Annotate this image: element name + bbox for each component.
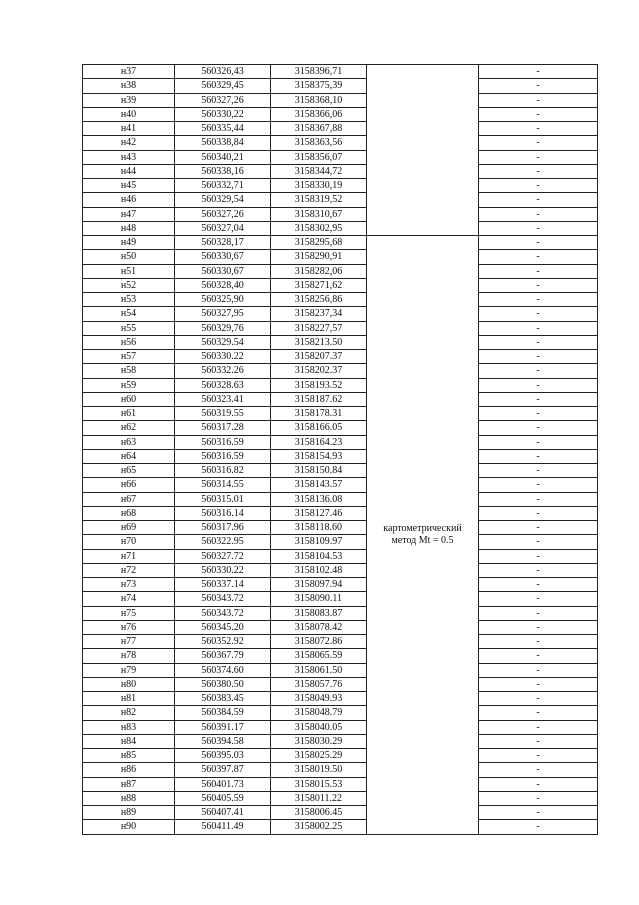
y-coordinate-cell: 3158015.53 bbox=[271, 777, 367, 791]
description-cell: - bbox=[479, 777, 598, 791]
table-row bbox=[83, 777, 598, 791]
table-row bbox=[83, 164, 598, 178]
y-coordinate-cell: 3158040.05 bbox=[271, 720, 367, 734]
x-coordinate-cell: 560352.92 bbox=[175, 635, 271, 649]
table-row bbox=[83, 449, 598, 463]
table-row bbox=[83, 763, 598, 777]
point-name-cell: н77 bbox=[83, 635, 175, 649]
x-coordinate-cell: 560327,26 bbox=[175, 93, 271, 107]
description-cell: - bbox=[479, 221, 598, 235]
description-cell: - bbox=[479, 107, 598, 121]
x-coordinate-cell: 560380.50 bbox=[175, 677, 271, 691]
x-coordinate-cell: 560330.22 bbox=[175, 350, 271, 364]
point-name-cell: н52 bbox=[83, 278, 175, 292]
description-cell: - bbox=[479, 620, 598, 634]
x-coordinate-cell: 560316.59 bbox=[175, 435, 271, 449]
y-coordinate-cell: 3158178.31 bbox=[271, 407, 367, 421]
table-row bbox=[83, 392, 598, 406]
table-row bbox=[83, 264, 598, 278]
y-coordinate-cell: 3158006.45 bbox=[271, 806, 367, 820]
y-coordinate-cell: 3158090.11 bbox=[271, 592, 367, 606]
point-name-cell: н78 bbox=[83, 649, 175, 663]
description-cell: - bbox=[479, 65, 598, 79]
y-coordinate-cell: 3158164.23 bbox=[271, 435, 367, 449]
x-coordinate-cell: 560329,76 bbox=[175, 321, 271, 335]
point-name-cell: н88 bbox=[83, 791, 175, 805]
point-name-cell: н59 bbox=[83, 378, 175, 392]
table-row bbox=[83, 136, 598, 150]
table-row bbox=[83, 65, 598, 79]
x-coordinate-cell: 560330.22 bbox=[175, 563, 271, 577]
description-cell: - bbox=[479, 521, 598, 535]
description-cell: - bbox=[479, 492, 598, 506]
point-name-cell: н60 bbox=[83, 392, 175, 406]
x-coordinate-cell: 560332.26 bbox=[175, 364, 271, 378]
description-cell: - bbox=[479, 506, 598, 520]
description-cell: - bbox=[479, 749, 598, 763]
x-coordinate-cell: 560330,67 bbox=[175, 250, 271, 264]
y-coordinate-cell: 3158207.37 bbox=[271, 350, 367, 364]
table-row bbox=[83, 535, 598, 549]
description-cell: - bbox=[479, 820, 598, 834]
point-name-cell: н82 bbox=[83, 706, 175, 720]
y-coordinate-cell: 3158344,72 bbox=[271, 164, 367, 178]
table-row bbox=[83, 122, 598, 136]
coordinates-table bbox=[82, 64, 598, 835]
description-cell: - bbox=[479, 378, 598, 392]
x-coordinate-cell: 560343.72 bbox=[175, 592, 271, 606]
point-name-cell: н68 bbox=[83, 506, 175, 520]
x-coordinate-cell: 560319.55 bbox=[175, 407, 271, 421]
point-name-cell: н55 bbox=[83, 321, 175, 335]
table-row bbox=[83, 435, 598, 449]
x-coordinate-cell: 560338,84 bbox=[175, 136, 271, 150]
description-cell: - bbox=[479, 791, 598, 805]
y-coordinate-cell: 3158271,62 bbox=[271, 278, 367, 292]
description-cell: - bbox=[479, 592, 598, 606]
point-name-cell: н66 bbox=[83, 478, 175, 492]
description-cell: - bbox=[479, 578, 598, 592]
point-name-cell: н45 bbox=[83, 179, 175, 193]
x-coordinate-cell: 560326,43 bbox=[175, 65, 271, 79]
y-coordinate-cell: 3158011.22 bbox=[271, 791, 367, 805]
point-name-cell: н57 bbox=[83, 350, 175, 364]
x-coordinate-cell: 560374.60 bbox=[175, 663, 271, 677]
x-coordinate-cell: 560322.95 bbox=[175, 535, 271, 549]
point-name-cell: н90 bbox=[83, 820, 175, 834]
description-cell: - bbox=[479, 335, 598, 349]
table-row bbox=[83, 350, 598, 364]
description-cell: - bbox=[479, 763, 598, 777]
table-row bbox=[83, 307, 598, 321]
description-cell: - bbox=[479, 706, 598, 720]
point-name-cell: н74 bbox=[83, 592, 175, 606]
point-name-cell: н41 bbox=[83, 122, 175, 136]
point-name-cell: н38 bbox=[83, 79, 175, 93]
table-row bbox=[83, 421, 598, 435]
x-coordinate-cell: 560329,45 bbox=[175, 79, 271, 93]
point-name-cell: н72 bbox=[83, 563, 175, 577]
description-cell: - bbox=[479, 122, 598, 136]
y-coordinate-cell: 3158366,06 bbox=[271, 107, 367, 121]
y-coordinate-cell: 3158048.79 bbox=[271, 706, 367, 720]
description-cell: - bbox=[479, 478, 598, 492]
table-row bbox=[83, 663, 598, 677]
x-coordinate-cell: 560327,04 bbox=[175, 221, 271, 235]
table-row bbox=[83, 592, 598, 606]
description-cell: - bbox=[479, 464, 598, 478]
x-coordinate-cell: 560391.17 bbox=[175, 720, 271, 734]
description-cell: - bbox=[479, 79, 598, 93]
point-name-cell: н64 bbox=[83, 449, 175, 463]
description-cell: - bbox=[479, 663, 598, 677]
description-cell: - bbox=[479, 321, 598, 335]
y-coordinate-cell: 3158237,34 bbox=[271, 307, 367, 321]
y-coordinate-cell: 3158187.62 bbox=[271, 392, 367, 406]
x-coordinate-cell: 560327,26 bbox=[175, 207, 271, 221]
table-row bbox=[83, 606, 598, 620]
description-cell: - bbox=[479, 677, 598, 691]
point-name-cell: н42 bbox=[83, 136, 175, 150]
y-coordinate-cell: 3158030.29 bbox=[271, 734, 367, 748]
x-coordinate-cell: 560315.01 bbox=[175, 492, 271, 506]
point-name-cell: н67 bbox=[83, 492, 175, 506]
x-coordinate-cell: 560367.79 bbox=[175, 649, 271, 663]
x-coordinate-cell: 560340,21 bbox=[175, 150, 271, 164]
table-row bbox=[83, 107, 598, 121]
x-coordinate-cell: 560327.72 bbox=[175, 549, 271, 563]
table-row bbox=[83, 335, 598, 349]
y-coordinate-cell: 3158154.93 bbox=[271, 449, 367, 463]
description-cell: - bbox=[479, 806, 598, 820]
table-row bbox=[83, 293, 598, 307]
y-coordinate-cell: 3158310,67 bbox=[271, 207, 367, 221]
point-name-cell: н83 bbox=[83, 720, 175, 734]
description-cell: - bbox=[479, 635, 598, 649]
x-coordinate-cell: 560338,16 bbox=[175, 164, 271, 178]
point-name-cell: н69 bbox=[83, 521, 175, 535]
y-coordinate-cell: 3158356,07 bbox=[271, 150, 367, 164]
table-row bbox=[83, 407, 598, 421]
table-row bbox=[83, 150, 598, 164]
description-cell: - bbox=[479, 93, 598, 107]
description-cell: - bbox=[479, 407, 598, 421]
description-cell: - bbox=[479, 606, 598, 620]
table-row bbox=[83, 193, 598, 207]
x-coordinate-cell: 560401.73 bbox=[175, 777, 271, 791]
y-coordinate-cell: 3158065.59 bbox=[271, 649, 367, 663]
table-row bbox=[83, 93, 598, 107]
x-coordinate-cell: 560328,17 bbox=[175, 236, 271, 250]
point-name-cell: н89 bbox=[83, 806, 175, 820]
point-name-cell: н87 bbox=[83, 777, 175, 791]
table-row bbox=[83, 321, 598, 335]
description-cell: - bbox=[479, 449, 598, 463]
x-coordinate-cell: 560411.49 bbox=[175, 820, 271, 834]
x-coordinate-cell: 560330,67 bbox=[175, 264, 271, 278]
table-row bbox=[83, 378, 598, 392]
table-row bbox=[83, 506, 598, 520]
table-row bbox=[83, 563, 598, 577]
x-coordinate-cell: 560405.59 bbox=[175, 791, 271, 805]
table-row bbox=[83, 478, 598, 492]
y-coordinate-cell: 3158102.48 bbox=[271, 563, 367, 577]
description-cell: - bbox=[479, 278, 598, 292]
y-coordinate-cell: 3158127.46 bbox=[271, 506, 367, 520]
description-cell: - bbox=[479, 435, 598, 449]
method-cell bbox=[367, 236, 479, 835]
y-coordinate-cell: 3158256,86 bbox=[271, 293, 367, 307]
method-label-line1: картометрический bbox=[383, 522, 462, 534]
description-cell: - bbox=[479, 421, 598, 435]
y-coordinate-cell: 3158227,57 bbox=[271, 321, 367, 335]
x-coordinate-cell: 560345.20 bbox=[175, 620, 271, 634]
y-coordinate-cell: 3158118.60 bbox=[271, 521, 367, 535]
method-label-line2: метод Mt = 0.5 bbox=[391, 534, 454, 546]
y-coordinate-cell: 3158302,95 bbox=[271, 221, 367, 235]
description-cell: - bbox=[479, 250, 598, 264]
point-name-cell: н75 bbox=[83, 606, 175, 620]
table-row bbox=[83, 79, 598, 93]
point-name-cell: н54 bbox=[83, 307, 175, 321]
y-coordinate-cell: 3158375,39 bbox=[271, 79, 367, 93]
x-coordinate-cell: 560328,40 bbox=[175, 278, 271, 292]
description-cell: - bbox=[479, 236, 598, 250]
x-coordinate-cell: 560317.96 bbox=[175, 521, 271, 535]
y-coordinate-cell: 3158083.87 bbox=[271, 606, 367, 620]
point-name-cell: н49 bbox=[83, 236, 175, 250]
point-name-cell: н48 bbox=[83, 221, 175, 235]
y-coordinate-cell: 3158213.50 bbox=[271, 335, 367, 349]
y-coordinate-cell: 3158330,19 bbox=[271, 179, 367, 193]
table-row bbox=[83, 635, 598, 649]
table-row bbox=[83, 706, 598, 720]
table-row bbox=[83, 207, 598, 221]
y-coordinate-cell: 3158049.93 bbox=[271, 692, 367, 706]
description-cell: - bbox=[479, 720, 598, 734]
point-name-cell: н47 bbox=[83, 207, 175, 221]
y-coordinate-cell: 3158150.84 bbox=[271, 464, 367, 478]
point-name-cell: н79 bbox=[83, 663, 175, 677]
y-coordinate-cell: 3158057.76 bbox=[271, 677, 367, 691]
point-name-cell: н85 bbox=[83, 749, 175, 763]
x-coordinate-cell: 560383.45 bbox=[175, 692, 271, 706]
y-coordinate-cell: 3158136.08 bbox=[271, 492, 367, 506]
y-coordinate-cell: 3158193.52 bbox=[271, 378, 367, 392]
description-cell: - bbox=[479, 293, 598, 307]
coordinates-table-body bbox=[83, 65, 598, 835]
description-cell: - bbox=[479, 649, 598, 663]
table-row bbox=[83, 806, 598, 820]
point-name-cell: н51 bbox=[83, 264, 175, 278]
description-cell: - bbox=[479, 193, 598, 207]
x-coordinate-cell: 560316.14 bbox=[175, 506, 271, 520]
y-coordinate-cell: 3158104.53 bbox=[271, 549, 367, 563]
point-name-cell: н86 bbox=[83, 763, 175, 777]
y-coordinate-cell: 3158166.05 bbox=[271, 421, 367, 435]
point-name-cell: н80 bbox=[83, 677, 175, 691]
y-coordinate-cell: 3158019.50 bbox=[271, 763, 367, 777]
point-name-cell: н65 bbox=[83, 464, 175, 478]
description-cell: - bbox=[479, 549, 598, 563]
description-cell: - bbox=[479, 264, 598, 278]
table-row bbox=[83, 236, 598, 250]
y-coordinate-cell: 3158109.97 bbox=[271, 535, 367, 549]
description-cell: - bbox=[479, 563, 598, 577]
x-coordinate-cell: 560316.82 bbox=[175, 464, 271, 478]
y-coordinate-cell: 3158078.42 bbox=[271, 620, 367, 634]
x-coordinate-cell: 560332,71 bbox=[175, 179, 271, 193]
point-name-cell: н39 bbox=[83, 93, 175, 107]
y-coordinate-cell: 3158396,71 bbox=[271, 65, 367, 79]
point-name-cell: н56 bbox=[83, 335, 175, 349]
table-row bbox=[83, 734, 598, 748]
point-name-cell: н61 bbox=[83, 407, 175, 421]
table-row bbox=[83, 791, 598, 805]
x-coordinate-cell: 560343.72 bbox=[175, 606, 271, 620]
description-cell: - bbox=[479, 150, 598, 164]
table-row bbox=[83, 492, 598, 506]
x-coordinate-cell: 560395.03 bbox=[175, 749, 271, 763]
x-coordinate-cell: 560337.14 bbox=[175, 578, 271, 592]
x-coordinate-cell: 560397.87 bbox=[175, 763, 271, 777]
y-coordinate-cell: 3158072.86 bbox=[271, 635, 367, 649]
table-row bbox=[83, 464, 598, 478]
description-cell: - bbox=[479, 136, 598, 150]
y-coordinate-cell: 3158002.25 bbox=[271, 820, 367, 834]
table-row bbox=[83, 549, 598, 563]
point-name-cell: н46 bbox=[83, 193, 175, 207]
description-cell: - bbox=[479, 307, 598, 321]
point-name-cell: н37 bbox=[83, 65, 175, 79]
table-row bbox=[83, 720, 598, 734]
x-coordinate-cell: 560329,54 bbox=[175, 193, 271, 207]
point-name-cell: н63 bbox=[83, 435, 175, 449]
point-name-cell: н53 bbox=[83, 293, 175, 307]
description-cell: - bbox=[479, 350, 598, 364]
table-row bbox=[83, 677, 598, 691]
y-coordinate-cell: 3158025.29 bbox=[271, 749, 367, 763]
y-coordinate-cell: 3158363,56 bbox=[271, 136, 367, 150]
point-name-cell: н50 bbox=[83, 250, 175, 264]
y-coordinate-cell: 3158368,10 bbox=[271, 93, 367, 107]
y-coordinate-cell: 3158143.57 bbox=[271, 478, 367, 492]
x-coordinate-cell: 560317.28 bbox=[175, 421, 271, 435]
point-name-cell: н73 bbox=[83, 578, 175, 592]
x-coordinate-cell: 560316.59 bbox=[175, 449, 271, 463]
point-name-cell: н43 bbox=[83, 150, 175, 164]
y-coordinate-cell: 3158295,68 bbox=[271, 236, 367, 250]
x-coordinate-cell: 560325,90 bbox=[175, 293, 271, 307]
x-coordinate-cell: 560384.59 bbox=[175, 706, 271, 720]
point-name-cell: н81 bbox=[83, 692, 175, 706]
table-row bbox=[83, 749, 598, 763]
description-cell: - bbox=[479, 364, 598, 378]
description-cell: - bbox=[479, 207, 598, 221]
description-cell: - bbox=[479, 692, 598, 706]
point-name-cell: н71 bbox=[83, 549, 175, 563]
table-row bbox=[83, 521, 598, 535]
description-cell: - bbox=[479, 535, 598, 549]
table-row bbox=[83, 179, 598, 193]
y-coordinate-cell: 3158290,91 bbox=[271, 250, 367, 264]
point-name-cell: н44 bbox=[83, 164, 175, 178]
description-cell: - bbox=[479, 392, 598, 406]
description-cell: - bbox=[479, 179, 598, 193]
table-row bbox=[83, 250, 598, 264]
y-coordinate-cell: 3158282,06 bbox=[271, 264, 367, 278]
y-coordinate-cell: 3158061.50 bbox=[271, 663, 367, 677]
table-row bbox=[83, 278, 598, 292]
description-cell: - bbox=[479, 164, 598, 178]
x-coordinate-cell: 560327,95 bbox=[175, 307, 271, 321]
y-coordinate-cell: 3158097.94 bbox=[271, 578, 367, 592]
x-coordinate-cell: 560335,44 bbox=[175, 122, 271, 136]
description-cell: - bbox=[479, 734, 598, 748]
point-name-cell: н40 bbox=[83, 107, 175, 121]
table-row bbox=[83, 620, 598, 634]
x-coordinate-cell: 560323.41 bbox=[175, 392, 271, 406]
point-name-cell: н84 bbox=[83, 734, 175, 748]
x-coordinate-cell: 560314.55 bbox=[175, 478, 271, 492]
table-row bbox=[83, 221, 598, 235]
x-coordinate-cell: 560328.63 bbox=[175, 378, 271, 392]
y-coordinate-cell: 3158202.37 bbox=[271, 364, 367, 378]
point-name-cell: н76 bbox=[83, 620, 175, 634]
x-coordinate-cell: 560329.54 bbox=[175, 335, 271, 349]
y-coordinate-cell: 3158319,52 bbox=[271, 193, 367, 207]
point-name-cell: н70 bbox=[83, 535, 175, 549]
table-row bbox=[83, 649, 598, 663]
point-name-cell: н58 bbox=[83, 364, 175, 378]
x-coordinate-cell: 560394.58 bbox=[175, 734, 271, 748]
point-name-cell: н62 bbox=[83, 421, 175, 435]
table-row bbox=[83, 692, 598, 706]
table-row bbox=[83, 364, 598, 378]
x-coordinate-cell: 560330,22 bbox=[175, 107, 271, 121]
x-coordinate-cell: 560407.41 bbox=[175, 806, 271, 820]
table-row bbox=[83, 578, 598, 592]
table-row bbox=[83, 820, 598, 834]
method-cell-upper bbox=[367, 65, 479, 236]
y-coordinate-cell: 3158367,88 bbox=[271, 122, 367, 136]
